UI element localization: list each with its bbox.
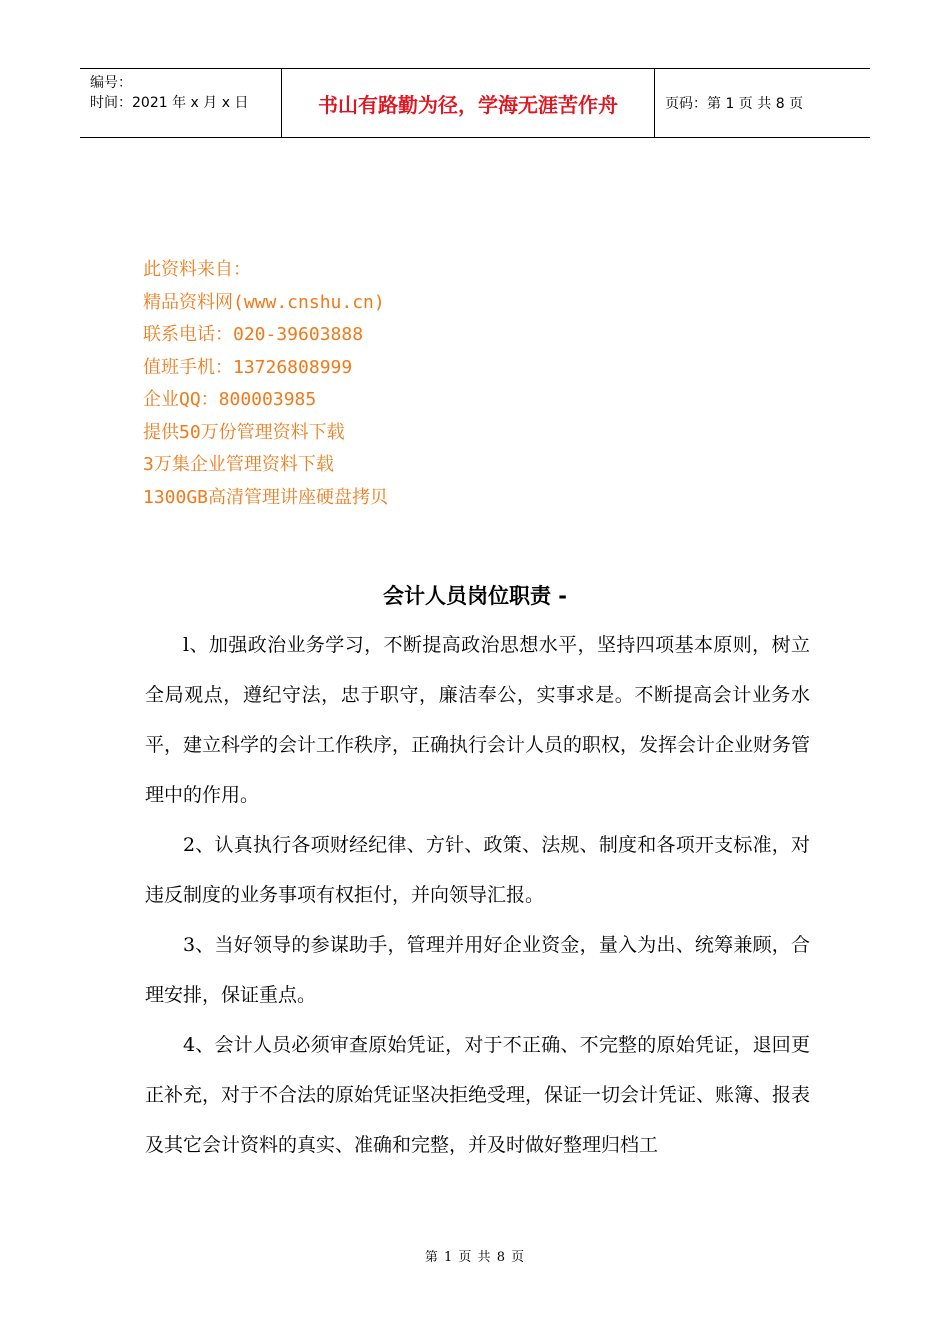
header-table <box>80 68 870 138</box>
source-line: 精品资料网(www.cnshu.cn) <box>143 291 385 313</box>
paragraph: 3、当好领导的参谋助手，管理并用好企业资金，量入为出、统筹兼顾，合理安排，保证重点。 <box>145 934 810 1006</box>
page-info: 页码：第 1 页 共 8 页 <box>665 96 804 112</box>
source-line: 此资料来自： <box>143 259 251 280</box>
source-line: 联系电话：020-39603888 <box>143 324 364 345</box>
document-title: 会计人员岗位职责 - <box>382 584 568 608</box>
header-page-cell <box>655 69 870 137</box>
source-line: 1300GB高清管理讲座硬盘拷贝 <box>143 486 389 508</box>
header-meta-cell <box>80 69 282 137</box>
source-line: 3万集企业管理资料下载 <box>143 454 334 475</box>
paragraph: 4、会计人员必须审查原始凭证，对于不正确、不完整的原始凭证，退回更正补充，对于不合法的原始凭证坚决拒绝受理，保证一切会计凭证、账簿、报表及其它会计资料的真实、准确和完整，并及时做好整理归档工 <box>145 1034 811 1156</box>
source-line: 企业QQ：800003985 <box>143 389 317 410</box>
source-line: 提供50万份管理资料下载 <box>143 421 345 443</box>
paragraph: l、加强政治业务学习，不断提高政治思想水平，坚持四项基本原则，树立全局观点，遵纪守法，忠于职守，廉洁奉公，实事求是。不断提高会计业务水平，建立科学的会计工作秩序，正确执行会计人员的职权，发挥会计企业财务管理中的作用。 <box>145 634 811 806</box>
document-body <box>145 620 810 1170</box>
source-line: 值班手机：13726808999 <box>143 356 353 378</box>
header-motto-cell <box>282 69 655 137</box>
page-footer: 第 1 页 共 8 页 <box>424 1250 526 1265</box>
motto-text: 书山有路勤为径，学海无涯苦作舟 <box>318 92 618 117</box>
number-label: 编号： <box>90 75 132 91</box>
source-info-block <box>143 254 388 514</box>
time-label: 时间：2021 年 x 月 x 日 <box>90 95 249 111</box>
paragraph: 2、认真执行各项财经纪律、方针、政策、法规、制度和各项开支标准，对违反制度的业务事项有权拒付，并向领导汇报。 <box>145 834 810 906</box>
